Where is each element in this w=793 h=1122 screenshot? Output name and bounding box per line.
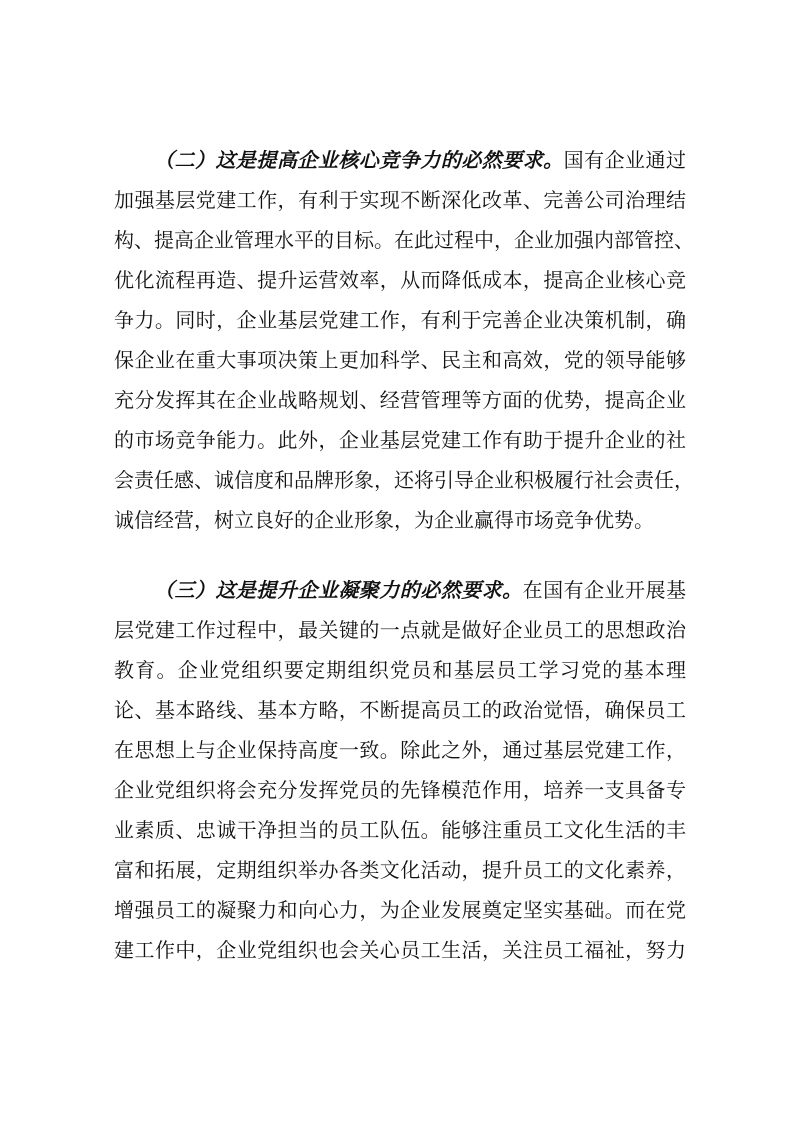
paragraph-3-line-3: 教育。企业党组织要定期组织党员和基层员工学习党的基本理 bbox=[114, 658, 686, 682]
paragraph-3-line-8: 富和拓展，定期组织举办各类文化活动，提升员工的文化素养， bbox=[114, 858, 686, 882]
paragraph-3-first-line-text: 在国有企业开展基 bbox=[522, 578, 687, 602]
paragraph-3-line-5: 在思想上与企业保持高度一致。除此之外，通过基层党建工作， bbox=[114, 738, 686, 762]
paragraph-2-line-7: 充分发挥其在企业战略规划、经营管理等方面的优势，提高企业 bbox=[114, 388, 686, 412]
paragraph-2-line-5: 争力。同时，企业基层党建工作，有利于完善企业决策机制，确 bbox=[114, 308, 686, 332]
paragraph-3-line-10: 建工作中，企业党组织也会关心员工生活，关注员工福祉，努力 bbox=[114, 938, 686, 962]
paragraph-3-heading: （三）这是提升企业凝聚力的必然要求。 bbox=[154, 578, 523, 602]
paragraph-3-line-2: 层党建工作过程中，最关键的一点就是做好企业员工的思想政治 bbox=[114, 618, 686, 642]
paragraph-2-line-6: 保企业在重大事项决策上更加科学、民主和高效，党的领导能够 bbox=[114, 348, 686, 372]
paragraph-2-first-line bbox=[154, 140, 686, 180]
paragraph-2-line-2: 加强基层党建工作，有利于实现不断深化改革、完善公司治理结 bbox=[114, 188, 686, 212]
paragraph-2-line-3: 构、提高企业管理水平的目标。在此过程中，企业加强内部管控、 bbox=[114, 228, 694, 252]
paragraph-3-line-6: 企业党组织将会充分发挥党员的先锋模范作用，培养一支具备专 bbox=[114, 778, 686, 802]
paragraph-3-line-9: 增强员工的凝聚力和向心力，为企业发展奠定坚实基础。而在党 bbox=[114, 898, 686, 922]
paragraph-2-line-10: 诚信经营，树立良好的企业形象，为企业赢得市场竞争优势。 bbox=[114, 508, 654, 532]
paragraph-3-line-4: 论、基本路线、基本方略，不断提高员工的政治觉悟，确保员工 bbox=[114, 698, 686, 722]
paragraph-3-line-7: 业素质、忠诚干净担当的员工队伍。能够注重员工文化生活的丰 bbox=[114, 818, 686, 842]
paragraph-2-line-4: 优化流程再造、提升运营效率，从而降低成本，提高企业核心竞 bbox=[114, 268, 686, 292]
paragraph-2-heading: （二）这是提高企业核心竞争力的必然要求。 bbox=[154, 148, 564, 172]
paragraph-2-line-9: 会责任感、诚信度和品牌形象，还将引导企业积极履行社会责任， bbox=[114, 468, 694, 492]
paragraph-3-first-line bbox=[154, 570, 686, 610]
paragraph-2-line-8: 的市场竞争能力。此外，企业基层党建工作有助于提升企业的社 bbox=[114, 428, 686, 452]
paragraph-2-first-line-text: 国有企业通过 bbox=[563, 148, 687, 172]
